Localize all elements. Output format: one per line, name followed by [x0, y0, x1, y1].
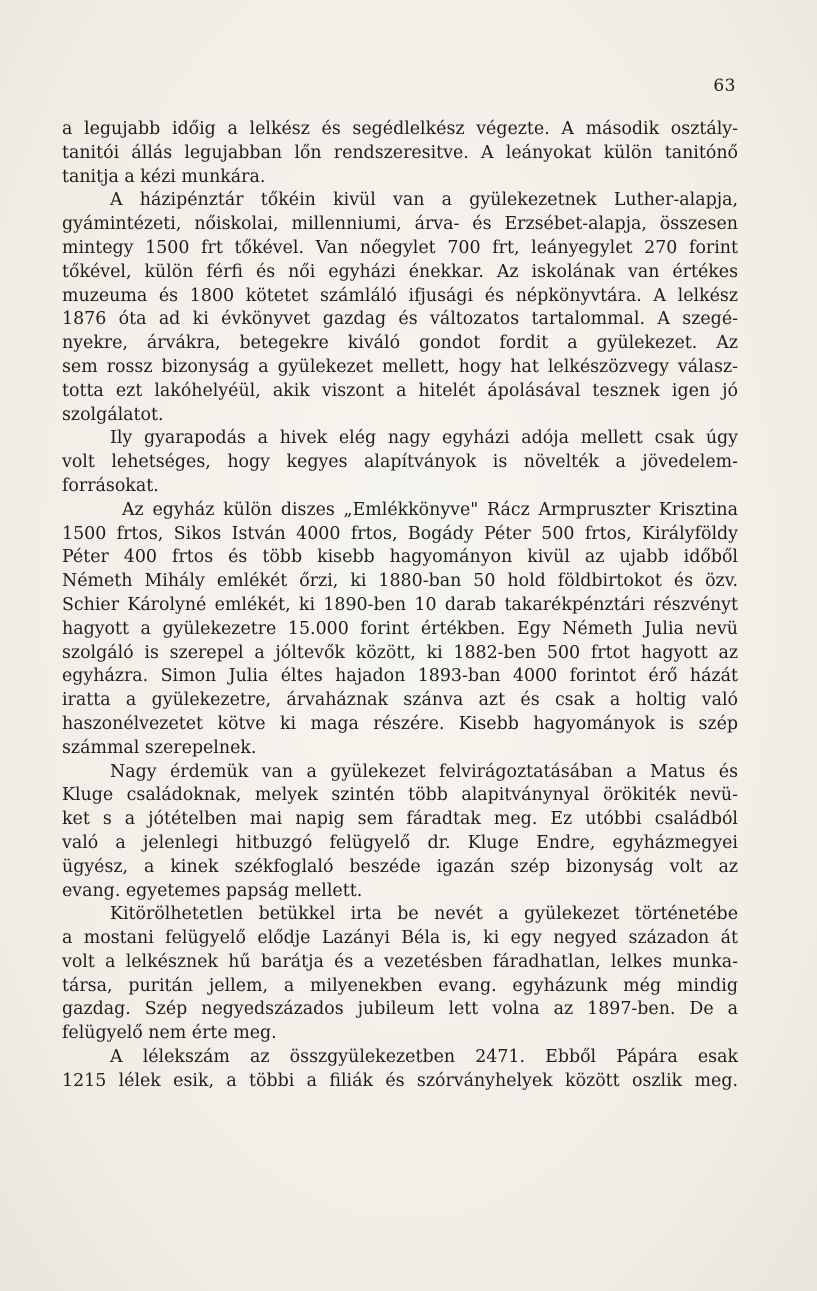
- text-line: forrásokat.: [62, 475, 159, 496]
- paragraph-first-line: Kitörölhetetlen betükkel irta be nevét a gyülekezet történetébe: [110, 904, 738, 925]
- text-line: mintegy 1500 frt tőkével. Van nőegylet 700 frt, leányegylet 270 forint: [62, 237, 738, 258]
- text-line: társa, puritán jellem, a milyenekben evang. egyházunk még mindig: [62, 975, 738, 996]
- text-line: tanitói állás legujabban lőn rendszeresitve. A leányokat külön tanitónő: [62, 142, 738, 163]
- text-line: 1215 lélek esik, a többi a filiák és szórványhelyek között oszlik meg.: [62, 1070, 738, 1091]
- paragraph-first-line: Az egyház külön diszes „Emlékkönyve" Rácz Armpruszter Krisztina: [122, 499, 738, 520]
- text-line: totta ezt lakóhelyéül, akik viszont a hitelét ápolásával tesznek igen jó: [62, 380, 738, 401]
- text-line: nyekre, árvákra, betegekre kiváló gondot fordit a gyülekezet. Az: [62, 333, 738, 354]
- text-line: Kluge családoknak, melyek szintén több alapitványnyal örökiték nevü-: [62, 785, 738, 806]
- paragraph-first-line: A házipénztár tőkéin kivül van a gyülekezetnek Luther-alapja,: [110, 190, 738, 211]
- text-line: a legujabb időig a lelkész és segédlelkész végezte. A második osztály-: [62, 119, 738, 139]
- text-line: Péter 400 frtos és több kisebb hagyományon kivül az ujabb időből: [62, 547, 738, 568]
- text-line: gazdag. Szép negyedszázados jubileum lett volna az 1897-ben. De a: [62, 999, 738, 1020]
- text-line: ket s a jótételben mai napig sem fáradtak meg. Ez utóbbi családból: [62, 809, 738, 830]
- text-line: szolgáló is szerepel a jóltevők között, ki 1882-ben 500 frtot hagyott az: [62, 642, 738, 663]
- text-line: hagyott a gyülekezetre 15.000 forint értékben. Egy Németh Julia nevü: [62, 618, 738, 639]
- text-line: való a jelenlegi hitbuzgó felügyelő dr. Kluge Endre, egyházmegyei: [62, 832, 738, 853]
- page-number: 63: [713, 76, 736, 96]
- body-text: [62, 118, 738, 1094]
- text-line: sem rossz bizonyság a gyülekezet mellett, hogy hat lelkészözvegy válasz-: [62, 356, 738, 377]
- text-line: felügyelő nem érte meg.: [62, 1023, 277, 1044]
- text-line: Schier Károlyné emlékét, ki 1890-ben 10 darab takarékpénztári részvényt: [62, 594, 738, 615]
- text-line: ügyész, a kinek székfoglaló beszéde igazán szép bizonyság volt az: [62, 856, 738, 877]
- text-line: gyámintézeti, nőiskolai, millenniumi, árva- és Erzsébet-alapja, összesen: [62, 214, 738, 235]
- paragraph-first-line: Nagy érdemük van a gyülekezet felvirágoztatásában a Matus és: [110, 761, 738, 782]
- text-line: haszonélvezetet kötve ki maga részére. Kisebb hagyományok is szép: [62, 713, 738, 734]
- text-line: iratta a gyülekezetre, árvaháznak szánva azt és csak a holtig való: [62, 690, 738, 711]
- text-line: egyházra. Simon Julia éltes hajadon 1893-ban 4000 forintot érő házát: [62, 666, 738, 687]
- text-line: szolgálatot.: [62, 404, 164, 425]
- text-line: volt a lelkésznek hű barátja és a vezetésben fáradhatlan, lelkes munka-: [62, 951, 738, 972]
- text-line: volt lehetséges, hogy kegyes alapítványok is növelték a jövedelem-: [62, 452, 738, 473]
- paragraph-first-line: Ily gyarapodás a hivek elég nagy egyházi adója mellett csak úgy: [110, 428, 738, 449]
- text-line: tanitja a kézi munkára.: [62, 166, 266, 187]
- text-line: a mostani felügyelő elődje Lazányi Béla is, ki egy negyed századon át: [62, 928, 738, 949]
- text-line: muzeuma és 1800 kötetet számláló ifjusági és népkönyvtára. A lelkész: [62, 285, 738, 306]
- text-line: Németh Mihály emlékét őrzi, ki 1880-ban 50 hold földbirtokot és özv.: [62, 571, 738, 592]
- text-line: evang. egyetemes papság mellett.: [62, 880, 363, 901]
- text-line: számmal szerepelnek.: [62, 737, 257, 758]
- text-line: 1876 óta ad ki évkönyvet gazdag és változatos tartalommal. A szegé-: [62, 309, 738, 330]
- paragraph-first-line: A lélekszám az összgyülekezetben 2471. Ebből Pápára esak: [110, 1047, 738, 1068]
- text-line: 1500 frtos, Sikos István 4000 frtos, Bogády Péter 500 frtos, Királyföldy: [62, 523, 738, 544]
- text-line: tőkével, külön férfi és női egyházi énekkar. Az iskolának van értékes: [62, 261, 738, 282]
